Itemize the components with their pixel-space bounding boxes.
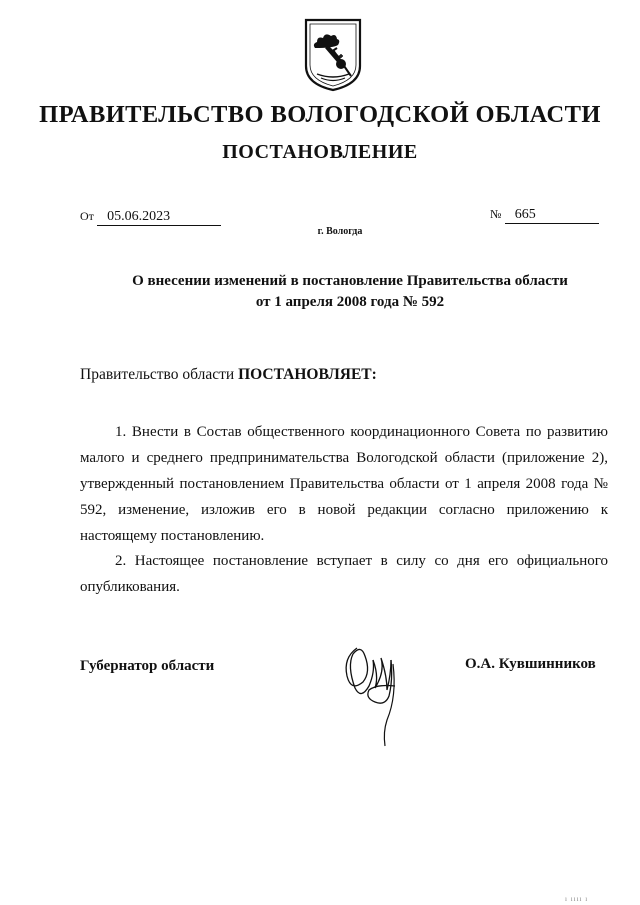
paragraph-2: 2. Настоящее постановление вступает в силу со дня его официального опубликования.	[80, 553, 608, 595]
number-label: №	[490, 207, 502, 221]
document-subject	[60, 271, 640, 313]
paragraph-1: 1. Внести в Состав общественного координационного Совета по развитию малого и среднего предпринимательства Вологодской области (приложение 2), утвержденный постановлением Правительства области от 1 апреля 2008 года № 592, изменение, изложив его в новой редакции согласно приложению к настоящему постановлению.	[80, 424, 608, 544]
document-number: 665	[505, 207, 599, 224]
preamble-prefix: Правительство области	[80, 366, 235, 383]
organization-title: ПРАВИТЕЛЬСТВО ВОЛОГОДСКОЙ ОБЛАСТИ	[39, 101, 601, 128]
date-label: От	[80, 209, 94, 223]
city-label: г. Вологда	[317, 226, 363, 237]
document-date: 05.06.2023	[97, 209, 221, 226]
subject-line-1: О внесении изменений в постановление Правительства области	[132, 273, 568, 289]
document-number-row	[490, 206, 599, 224]
document-date-row	[80, 208, 221, 226]
preamble-decree: ПОСТАНОВЛЯЕТ:	[238, 366, 377, 383]
handwritten-signature-icon	[335, 636, 425, 748]
document-type-title: ПОСТАНОВЛЕНИЕ	[222, 141, 418, 163]
signatory-position: Губернатор области	[80, 658, 215, 674]
scan-mark: ı ıııı ı	[565, 895, 589, 903]
subject-line-2: от 1 апреля 2008 года № 592	[255, 294, 445, 310]
coat-of-arms-icon	[303, 18, 363, 92]
preamble	[80, 366, 377, 384]
signatory-name: О.А. Кувшинников	[465, 656, 596, 672]
